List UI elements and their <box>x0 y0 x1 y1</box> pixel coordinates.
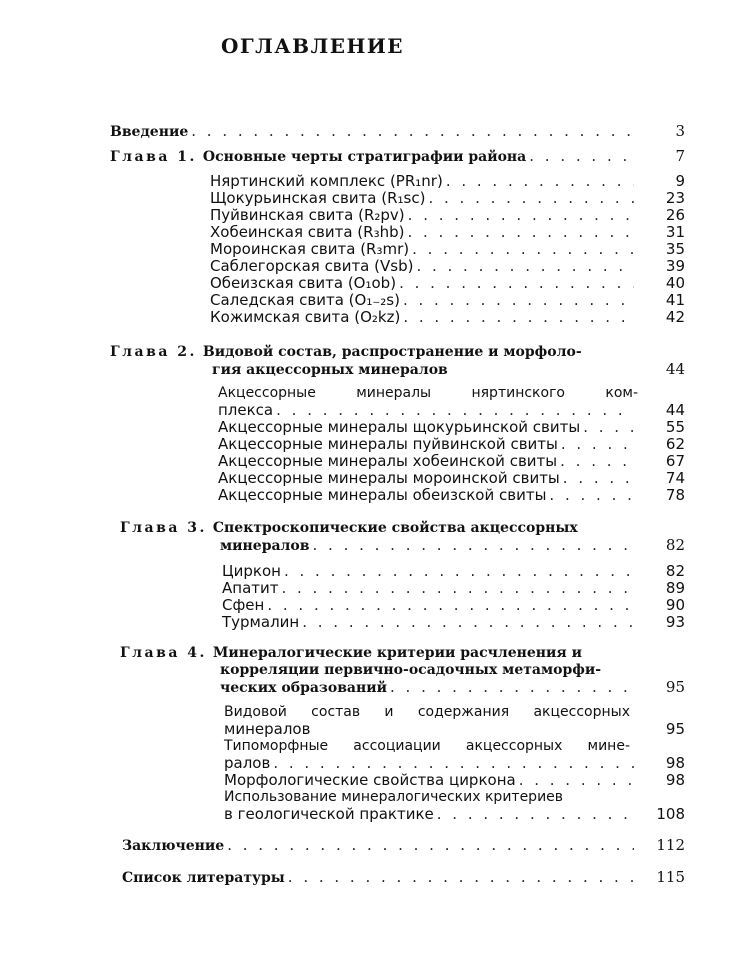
toc-entry-title: Введение <box>110 124 189 140</box>
toc-subentry-title: Мороинская свита (R₃mr) <box>210 240 410 258</box>
toc-subentry[interactable] <box>222 580 685 597</box>
toc-entry-chapter-4[interactable] <box>220 679 685 697</box>
toc-subentry[interactable] <box>210 258 685 275</box>
page-number: 23 <box>665 189 685 207</box>
leader-dots <box>407 224 634 241</box>
leader-dots <box>276 402 634 419</box>
leader-dots <box>399 275 634 292</box>
toc-subentry-title: ралов <box>224 754 271 772</box>
toc-entry-chapter-3-line1[interactable] <box>120 520 645 537</box>
toc-subentry-title: Хобеинская свита (R₃hb) <box>210 223 405 241</box>
leader-dots <box>446 173 634 190</box>
toc-entry-title-line: корреляции первично-осадочных метаморфи- <box>220 662 602 678</box>
page-number: 82 <box>665 536 685 554</box>
toc-subentry-title: Апатит <box>222 579 279 597</box>
leader-dots <box>561 436 634 453</box>
toc-entry-title: ческих образований <box>220 680 388 696</box>
page-title: ОГЛАВЛЕНИЕ <box>220 34 405 58</box>
toc-subentry-title-line: Видовой состав и содержания акцессорных <box>224 704 630 720</box>
toc-subentry[interactable] <box>224 755 685 772</box>
page-number: 35 <box>665 240 685 258</box>
page-number: 115 <box>656 868 685 886</box>
toc-subentry-title: Пуйвинская свита (R₂pv) <box>210 206 405 224</box>
toc-entry-chapter-2-line1[interactable] <box>110 344 645 361</box>
page-number: 55 <box>665 418 685 436</box>
toc-subentry[interactable] <box>222 614 685 631</box>
page-number: 93 <box>665 613 685 631</box>
leader-dots <box>390 679 634 696</box>
toc-entry-title-line: Видовой состав, распространение и морфоло- <box>202 344 582 360</box>
page-number: 98 <box>665 771 685 789</box>
toc-subentry-title-line: Использование минералогических критериев <box>224 789 564 805</box>
leader-dots <box>583 419 634 436</box>
toc-subentry[interactable] <box>222 563 685 580</box>
leader-dots <box>288 869 634 886</box>
toc-entry-conclusion[interactable] <box>122 837 685 855</box>
toc-subentry-title: Акцессорные минералы обеизской свиты <box>218 486 547 504</box>
toc-subentry-title: Кожимская свита (O₂kz) <box>210 308 401 326</box>
toc-subentry-title-line: Типоморфные ассоциации акцессорных мине- <box>224 738 630 754</box>
toc-subentry-title: Турмалин <box>222 613 300 631</box>
toc-subentry-title: Щокурьинская свита (R₁sc) <box>210 189 426 207</box>
toc-subentry[interactable] <box>218 419 685 436</box>
page-number: 95 <box>665 678 685 696</box>
page-number: 26 <box>665 206 685 224</box>
page-number: 39 <box>665 257 685 275</box>
toc-subentry-line1 <box>224 704 630 721</box>
toc-entry-title: минералов <box>220 538 310 554</box>
page-number: 44 <box>665 401 685 419</box>
toc-subentry-line1 <box>224 789 630 806</box>
toc-entry-chapter-3[interactable] <box>220 537 685 555</box>
toc-entry-title-line: Спектроскопические свойства акцессорных <box>212 520 578 536</box>
page-number: 74 <box>665 469 685 487</box>
toc-subentry[interactable] <box>218 470 685 487</box>
leader-dots <box>563 470 634 487</box>
toc-subentry-title: Морфологические свойства циркона <box>224 771 516 789</box>
leader-dots <box>408 207 634 224</box>
leader-dots <box>416 258 634 275</box>
toc-subentry-line1 <box>218 385 638 402</box>
toc-subentry-title: Циркон <box>222 562 281 580</box>
page-number: 90 <box>665 596 685 614</box>
leader-dots <box>403 292 634 309</box>
page-number: 42 <box>665 308 685 326</box>
leader-dots <box>549 487 634 504</box>
toc-subentry[interactable] <box>210 207 685 224</box>
leader-dots <box>267 597 634 614</box>
page-number: 3 <box>675 122 685 140</box>
leader-dots <box>227 837 634 854</box>
toc-subentry-title-line: Акцессорные минералы няртинского ком- <box>218 385 638 401</box>
page-number: 44 <box>665 360 685 378</box>
toc-subentry[interactable] <box>210 309 685 326</box>
toc-subentry[interactable] <box>210 190 685 207</box>
page-number: 112 <box>656 836 685 854</box>
toc-subentry[interactable] <box>218 487 685 504</box>
toc-subentry-title: Акцессорные минералы мороинской свиты <box>218 469 560 487</box>
page-number: 31 <box>665 223 685 241</box>
toc-subentry[interactable] <box>222 597 685 614</box>
leader-dots <box>519 772 634 789</box>
toc-subentry-title: Саледская свита (O₁₋₂s) <box>210 291 400 309</box>
page-number: 41 <box>665 291 685 309</box>
toc-subentry-title: Акцессорные минералы пуйвинской свиты <box>218 435 558 453</box>
page-number: 82 <box>665 562 685 580</box>
page-number: 62 <box>665 435 685 453</box>
leader-dots <box>412 241 634 258</box>
page-number: 89 <box>665 579 685 597</box>
toc-entry-references[interactable] <box>122 869 685 887</box>
leader-dots <box>302 614 634 631</box>
toc-entry-title: Список литературы <box>122 870 285 886</box>
page-number: 7 <box>675 147 685 165</box>
leader-dots <box>191 123 634 140</box>
leader-dots <box>560 453 634 470</box>
toc-entry-title-line: Минералогические критерии расчленения и <box>212 645 583 661</box>
toc-subentry[interactable] <box>224 772 685 789</box>
leader-dots <box>529 148 634 165</box>
toc-subentry-title: Сфен <box>222 596 265 614</box>
leader-dots <box>403 309 634 326</box>
toc-subentry[interactable] <box>210 292 685 309</box>
toc-entry-chapter-4-line1[interactable] <box>120 645 645 662</box>
page-number: 78 <box>665 486 685 504</box>
toc-subentry-title: минералов <box>224 720 311 738</box>
leader-dots <box>284 563 634 580</box>
leader-dots <box>437 806 634 823</box>
toc-subentry-title: плекса <box>218 401 274 419</box>
toc-subentry-title: Обеизская свита (O₁ob) <box>210 274 397 292</box>
page-number: 98 <box>665 754 685 772</box>
toc-entry-intro[interactable] <box>110 123 685 141</box>
toc-subentry[interactable] <box>218 436 685 453</box>
page-number: 67 <box>665 452 685 470</box>
page-number: 40 <box>665 274 685 292</box>
page-number: 108 <box>656 805 685 823</box>
toc-entry-title: гия акцессорных минералов <box>212 362 448 378</box>
page-number: 9 <box>675 172 685 190</box>
toc-subentry-line1 <box>224 738 630 755</box>
page-number: 95 <box>665 720 685 738</box>
toc-subentry-title: в геологической практике <box>224 805 434 823</box>
chapter-label: Глава 4. <box>120 645 207 661</box>
toc-subentry[interactable] <box>210 173 685 190</box>
leader-dots <box>281 580 634 597</box>
toc-entry-title: Заключение <box>122 838 225 854</box>
leader-dots <box>313 537 635 554</box>
toc-subentry-title: Акцессорные минералы щокурьинской свиты <box>218 418 581 436</box>
toc-entry-chapter-4-line2 <box>220 662 645 679</box>
toc-subentry-title: Саблегорская свита (Vsb) <box>210 257 414 275</box>
toc-entry-chapter-2[interactable] <box>212 361 685 379</box>
toc-subentry[interactable] <box>224 721 685 738</box>
toc-subentry-title: Няртинский комплекс (PR₁nr) <box>210 172 443 190</box>
chapter-label: Глава 3. <box>120 520 207 536</box>
toc-subentry-title: Акцессорные минералы хобеинской свиты <box>218 452 558 470</box>
toc-subentry[interactable] <box>224 806 685 823</box>
toc-entry-chapter-1[interactable] <box>110 148 685 166</box>
toc-subentry[interactable] <box>210 241 685 258</box>
toc-subentry[interactable] <box>218 453 685 470</box>
chapter-label: Глава 1. <box>110 149 197 165</box>
chapter-label: Глава 2. <box>110 344 197 360</box>
toc-subentry[interactable] <box>210 275 685 292</box>
leader-dots <box>428 190 634 207</box>
toc-subentry[interactable] <box>218 402 685 419</box>
toc-entry-title: Основные черты стратиграфии района <box>202 149 527 165</box>
leader-dots <box>273 755 634 772</box>
toc-subentry[interactable] <box>210 224 685 241</box>
